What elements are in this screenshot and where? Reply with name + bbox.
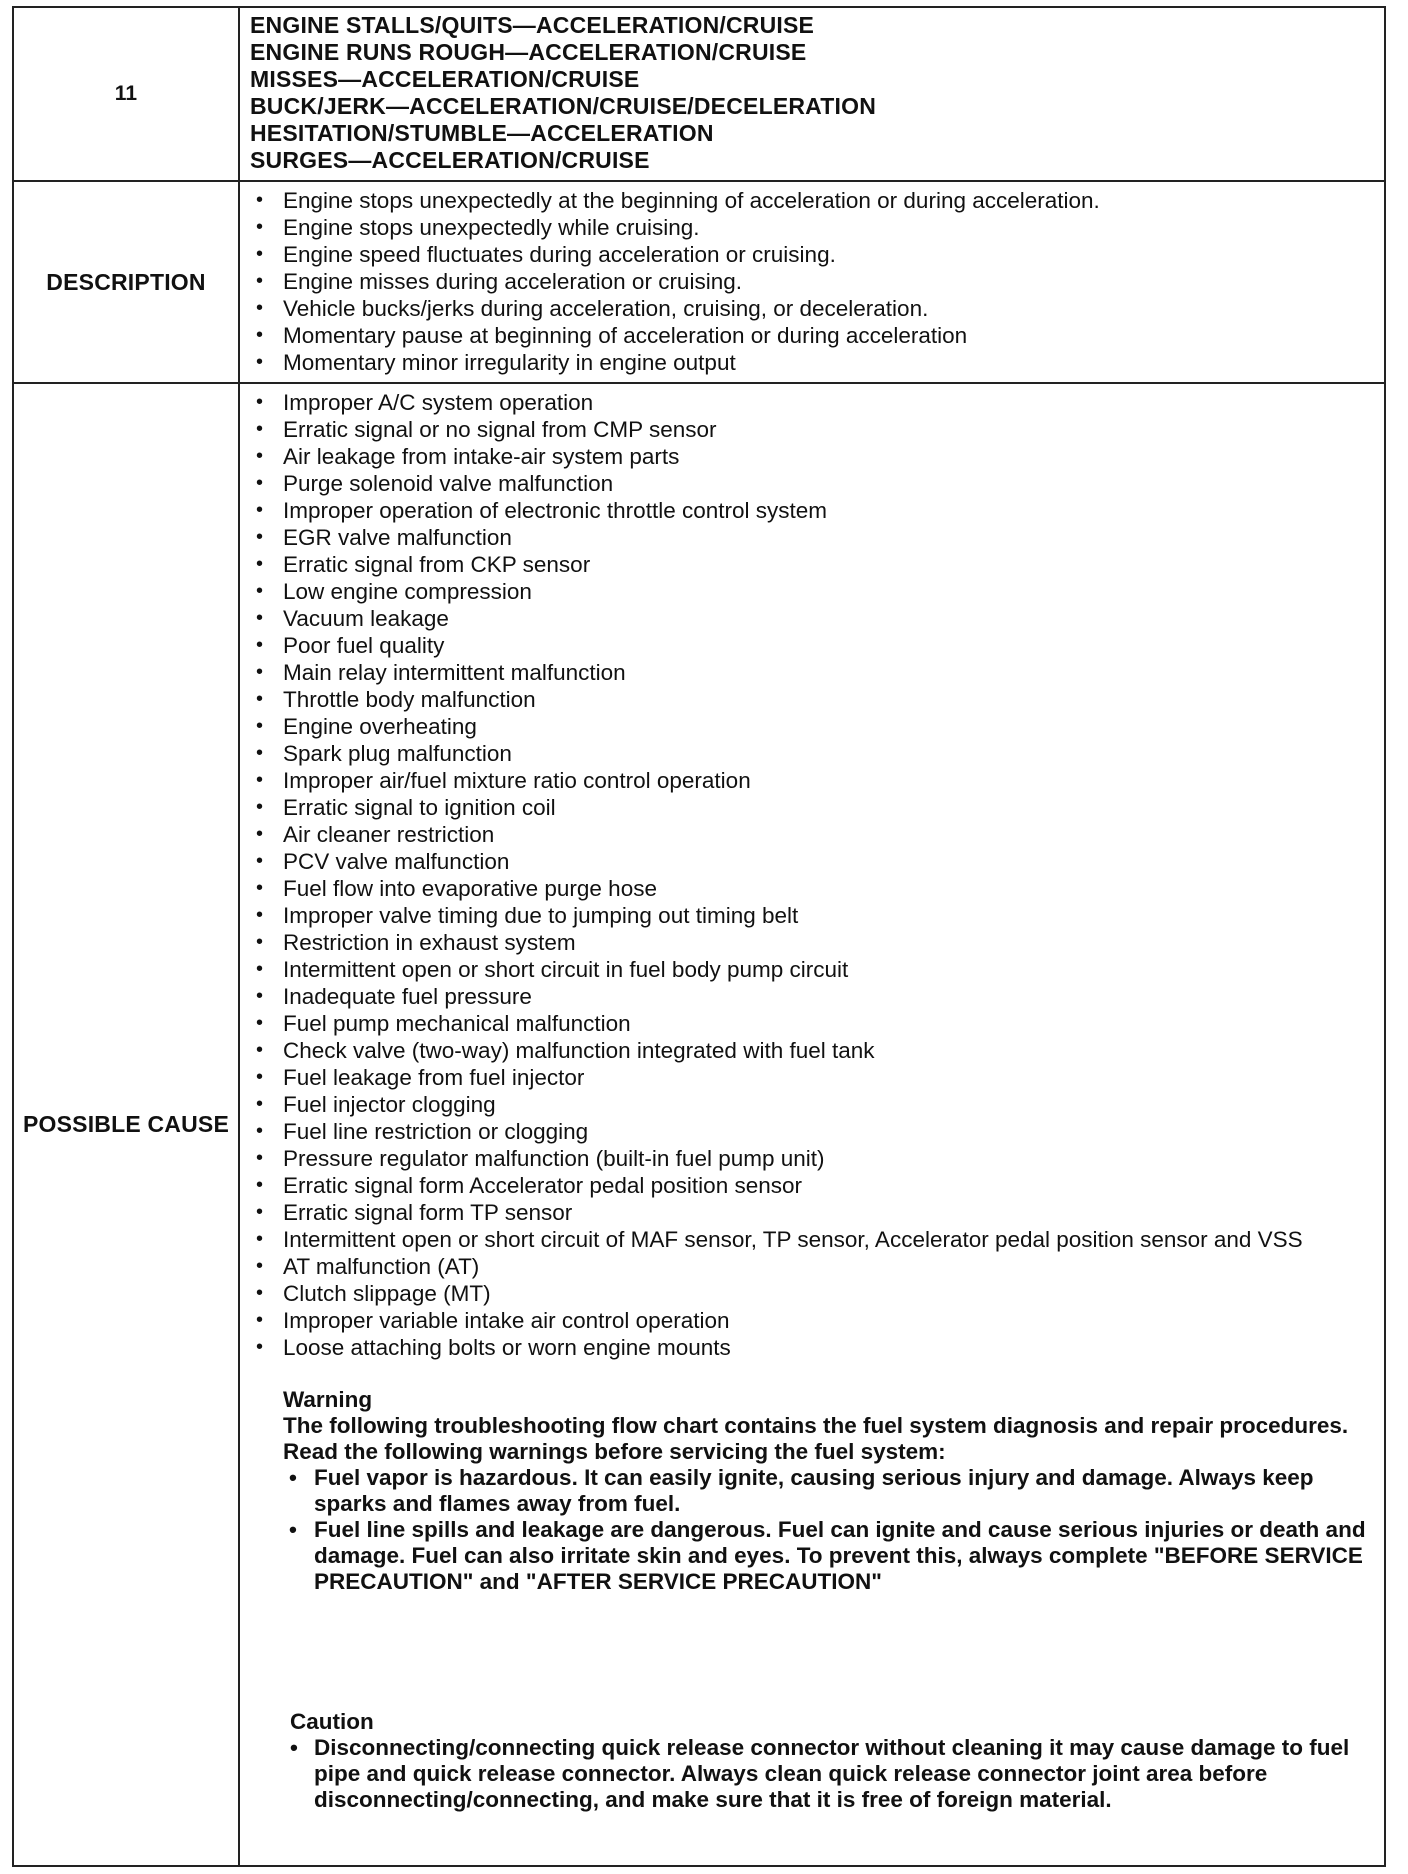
- list-item: • Engine stops unexpectedly while cruising.: [256, 214, 700, 240]
- list-item: • Inadequate fuel pressure: [256, 984, 532, 1009]
- list-item: • Improper variable intake air control operation: [256, 1308, 730, 1333]
- list-item: • Engine stops unexpectedly at the beginning of acceleration or during acceleration.: [256, 187, 1100, 213]
- list-item: • Improper operation of electronic throttle control system: [256, 498, 827, 523]
- list-item: • Air leakage from intake-air system parts: [256, 444, 680, 469]
- list-item: • Fuel injector clogging: [256, 1092, 496, 1117]
- list-item: • Erratic signal form TP sensor: [256, 1200, 573, 1225]
- list-item: • Restriction in exhaust system: [256, 930, 576, 955]
- warning-list: [283, 1465, 1374, 1595]
- list-item: • Intermittent open or short circuit of MAF sensor, TP sensor, Accelerator pedal position sensor and VSS: [256, 1227, 1303, 1252]
- warning-title: Warning: [283, 1387, 373, 1412]
- possible-cause-row: [13, 383, 1385, 1866]
- list-item: • Erratic signal from CKP sensor: [256, 552, 591, 577]
- caution-block: [250, 1709, 1374, 1813]
- list-item: • Low engine compression: [256, 579, 532, 604]
- list-item: • Fuel leakage from fuel injector: [256, 1065, 585, 1090]
- description-label: DESCRIPTION: [13, 181, 239, 383]
- list-item: • Poor fuel quality: [256, 633, 445, 658]
- symptom-title: HESITATION/STUMBLE—ACCELERATION: [250, 120, 714, 146]
- header-row: [13, 7, 1385, 181]
- list-item: • Engine speed fluctuates during acceleration or cruising.: [256, 241, 836, 267]
- list-item: • Clutch slippage (MT): [256, 1281, 491, 1306]
- list-item: • Fuel flow into evaporative purge hose: [256, 876, 657, 901]
- list-item: • Fuel pump mechanical malfunction: [256, 1011, 631, 1036]
- list-item: • Check valve (two-way) malfunction integrated with fuel tank: [256, 1038, 875, 1063]
- caution-item: • Disconnecting/connecting quick release connector without cleaning it may cause damage to fuel pipe and quick release connector. Always clean quick release connector joint area before disconnecting/connecting, and make sure that it is free of foreign material.: [290, 1735, 1350, 1812]
- list-item: • Momentary pause at beginning of acceleration or during acceleration: [256, 322, 968, 348]
- caution-list: [290, 1735, 1374, 1813]
- symptom-title: SURGES—ACCELERATION/CRUISE: [250, 147, 650, 173]
- list-item: • Momentary minor irregularity in engine output: [256, 349, 736, 375]
- description-list: [250, 187, 1374, 376]
- list-item: • Vacuum leakage: [256, 606, 449, 631]
- list-item: • Vehicle bucks/jerks during acceleration, cruising, or deceleration.: [256, 295, 929, 321]
- list-item: • Engine overheating: [256, 714, 477, 739]
- symptom-title: MISSES—ACCELERATION/CRUISE: [250, 66, 640, 92]
- possible-cause-list: [250, 389, 1374, 1361]
- symptom-number: 11: [13, 7, 239, 181]
- list-item: • Intermittent open or short circuit in fuel body pump circuit: [256, 957, 849, 982]
- list-item: • Fuel line restriction or clogging: [256, 1119, 589, 1144]
- list-item: • Pressure regulator malfunction (built-in fuel pump unit): [256, 1146, 825, 1171]
- list-item: • Improper air/fuel mixture ratio control operation: [256, 768, 751, 793]
- list-item: • Purge solenoid valve malfunction: [256, 471, 614, 496]
- possible-cause-label: POSSIBLE CAUSE: [13, 383, 239, 1866]
- list-item: • Loose attaching bolts or worn engine mounts: [256, 1335, 731, 1360]
- list-item: • PCV valve malfunction: [256, 849, 510, 874]
- list-item: • EGR valve malfunction: [256, 525, 512, 550]
- list-item: • Improper valve timing due to jumping out timing belt: [256, 903, 799, 928]
- caution-title: Caution: [290, 1709, 374, 1734]
- list-item: • Erratic signal or no signal from CMP sensor: [256, 417, 717, 442]
- warning-intro: The following troubleshooting flow chart contains the fuel system diagnosis and repair procedures. Read the following warnings before servicing the fuel system:: [283, 1413, 1349, 1464]
- symptom-title: ENGINE RUNS ROUGH—ACCELERATION/CRUISE: [250, 39, 807, 65]
- list-item: • Engine misses during acceleration or cruising.: [256, 268, 742, 294]
- list-item: • Erratic signal form Accelerator pedal position sensor: [256, 1173, 802, 1198]
- list-item: • Main relay intermittent malfunction: [256, 660, 626, 685]
- list-item: • Erratic signal to ignition coil: [256, 795, 556, 820]
- list-item: • Improper A/C system operation: [256, 390, 594, 415]
- list-item: • Spark plug malfunction: [256, 741, 512, 766]
- list-item: • Throttle body malfunction: [256, 687, 536, 712]
- description-content: [239, 181, 1385, 383]
- list-item: • Air cleaner restriction: [256, 822, 495, 847]
- list-item: • AT malfunction (AT): [256, 1254, 480, 1279]
- warning-block: [250, 1387, 1374, 1595]
- symptom-title: BUCK/JERK—ACCELERATION/CRUISE/DECELERATION: [250, 93, 877, 119]
- symptom-title: ENGINE STALLS/QUITS—ACCELERATION/CRUISE: [250, 12, 815, 38]
- possible-cause-content: [239, 383, 1385, 1866]
- diagnostic-table: [12, 6, 1386, 1867]
- warning-item: • Fuel line spills and leakage are dangerous. Fuel can ignite and cause serious injuries or death and damage. Fuel can also irritate skin and eyes. To prevent this, always complete "BEFORE SERVICE PRECAUTION" and "AFTER SERVICE PRECAUTION": [289, 1517, 1366, 1594]
- description-row: [13, 181, 1385, 383]
- warning-item: • Fuel vapor is hazardous. It can easily ignite, causing serious injury and damage. Always keep sparks and flames away from fuel.: [289, 1465, 1314, 1516]
- symptom-titles: [239, 7, 1385, 181]
